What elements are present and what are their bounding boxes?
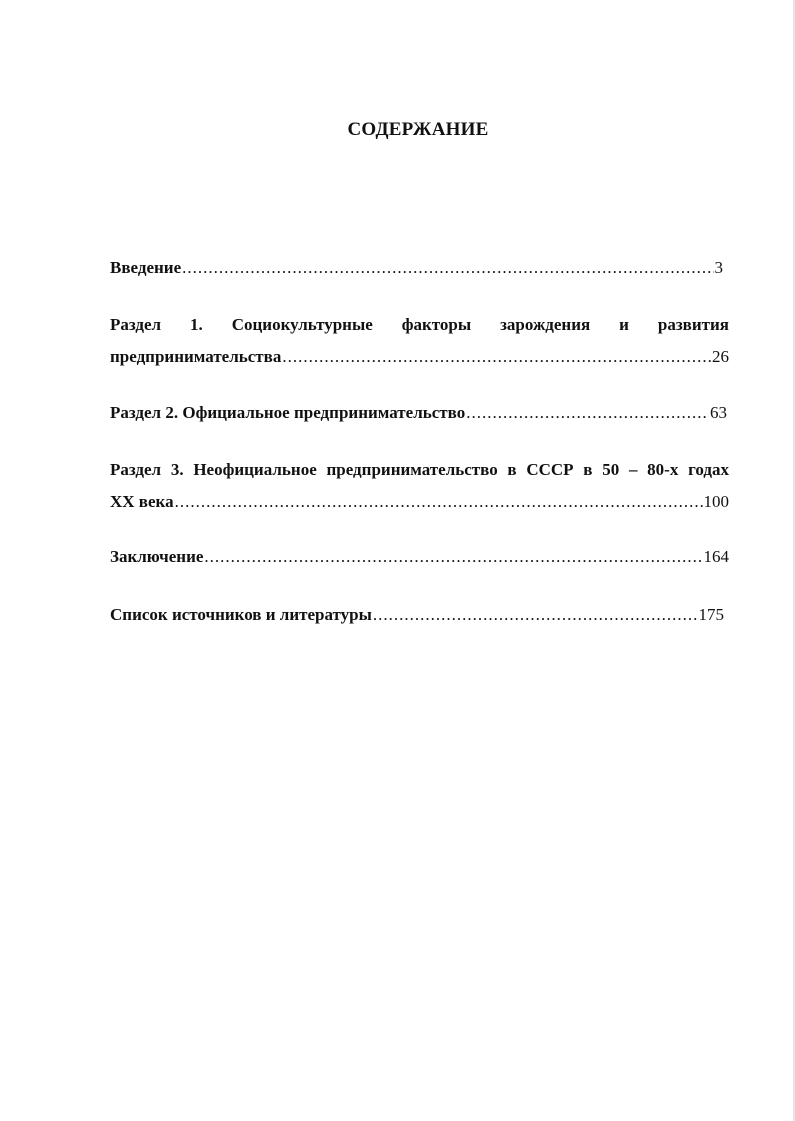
- toc-entry-page-number: 100: [703, 492, 729, 511]
- toc-entry-introduction[interactable]: [110, 258, 723, 278]
- toc-entry-page-number: 26: [712, 347, 729, 366]
- toc-entry-label: Раздел 2. Официальное предпринимательство: [110, 403, 466, 422]
- toc-entry-label-line2: предпринимательства: [110, 347, 282, 366]
- dot-leader: [175, 492, 703, 512]
- dot-leader: [282, 347, 711, 367]
- toc-entry-label: Введение: [110, 258, 182, 277]
- dot-leader: [373, 605, 698, 625]
- page-title: СОДЕРЖАНИЕ: [347, 119, 489, 140]
- toc-entry-page-number: 175: [698, 605, 724, 624]
- toc-entry-bibliography[interactable]: [110, 605, 724, 625]
- toc-entry-page-number: 3: [714, 258, 723, 277]
- toc-entry-conclusion[interactable]: [110, 547, 729, 567]
- toc-entry-page-number: 164: [703, 547, 729, 566]
- dot-leader: [182, 258, 713, 278]
- toc-entry-label-line1: Раздел 3. Неофициальное предпринимательство в СССР в 50 – 80-х годах: [110, 460, 729, 479]
- toc-entry-section-3[interactable]: [110, 460, 729, 512]
- toc-entry-page-number: 63: [710, 403, 727, 422]
- toc-entry-section-2[interactable]: [110, 403, 727, 423]
- dot-leader: [204, 547, 702, 567]
- toc-entry-label-line1: Раздел 1. Социокультурные факторы зарождения и развития: [110, 315, 729, 334]
- dot-leader: [466, 403, 709, 423]
- toc-entry-label: Заключение: [110, 547, 204, 566]
- toc-entry-label-line2: XX века: [110, 492, 174, 511]
- toc-entry-section-1[interactable]: [110, 315, 729, 367]
- toc-entry-label: Список источников и литературы: [110, 605, 372, 624]
